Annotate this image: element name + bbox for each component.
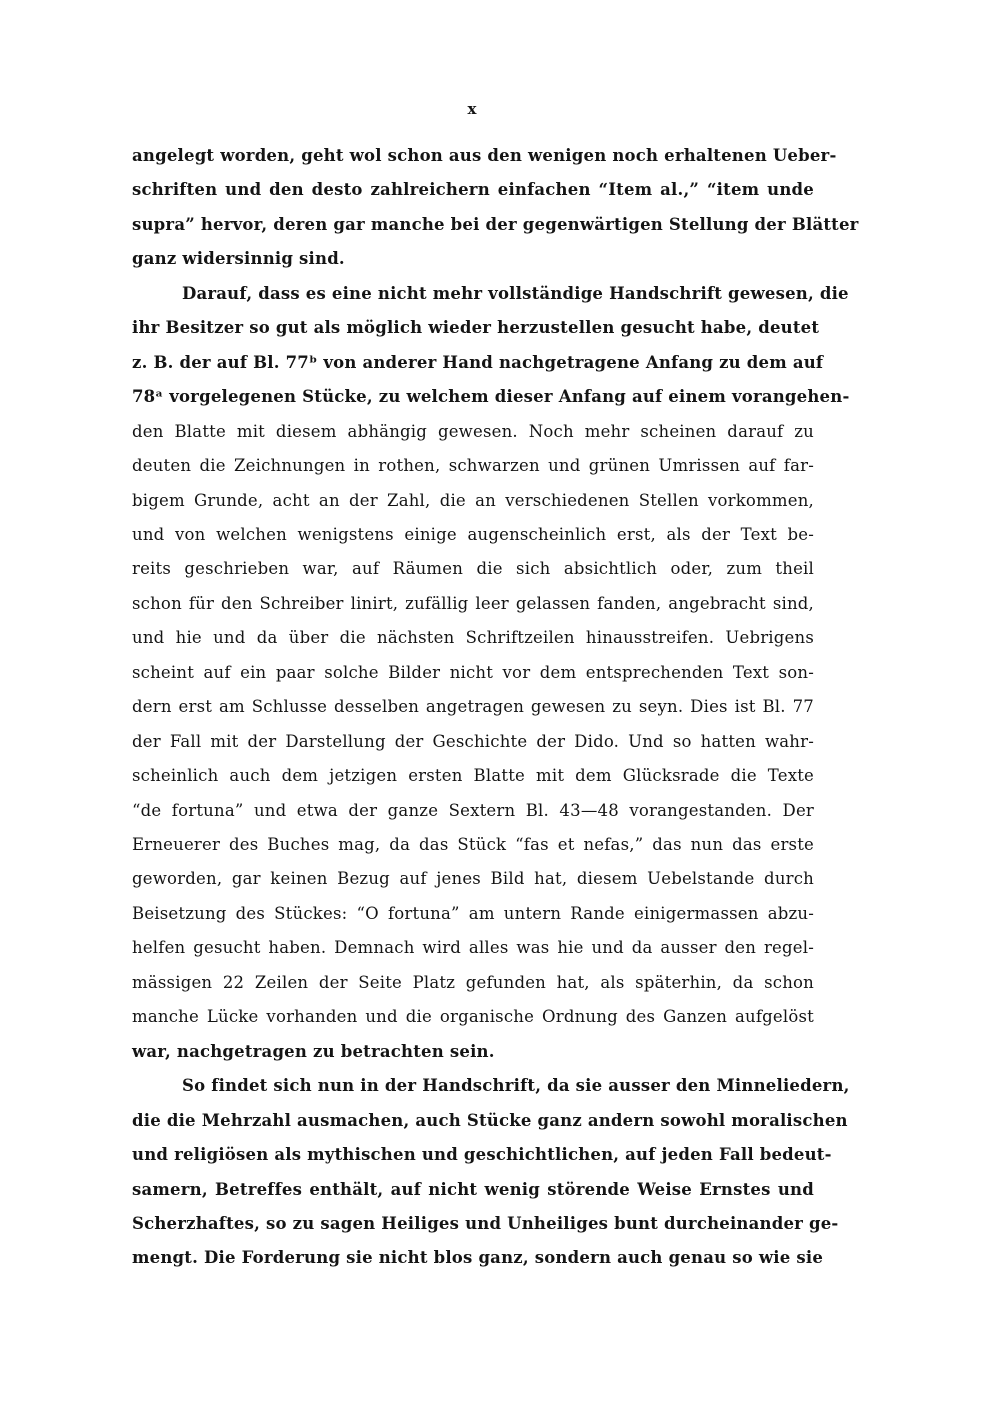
text-line: und hie und da über die nächsten Schriftzeilen hinausstreifen. Uebrigens [132,628,814,648]
text-line: 78ᵃ vorgelegenen Stücke, zu welchem dieser Anfang auf einem vorangehen- [132,387,850,407]
text-line: manche Lücke vorhanden und die organische Ordnung des Ganzen aufgelöst [132,1007,814,1027]
page-number: x [467,100,477,118]
text-line: Beisetzung des Stückes: “O fortuna” am untern Rande einigermassen abzu- [132,903,814,923]
text-line: ganz widersinnig sind. [132,249,345,269]
text-line: samern, Betreffes enthält, auf nicht wenig störende Weise Ernstes und [132,1179,814,1199]
text-line: den Blatte mit diesem abhängig gewesen. Noch mehr scheinen darauf zu [132,421,814,441]
text-line: helfen gesucht haben. Demnach wird alles was hie und da ausser den regel- [132,938,814,958]
text-line: geworden, gar keinen Bezug auf jenes Bild hat, diesem Uebelstande durch [132,869,814,889]
text-line: war, nachgetragen zu betrachten sein. [132,1041,495,1061]
text-line: die die Mehrzahl ausmachen, auch Stücke ganz andern sowohl moralischen [132,1110,848,1130]
text-line: schriften und den desto zahlreichern einfachen “Item al.,” “item unde [132,180,814,200]
text-line: Scherzhaftes, so zu sagen Heiliges und Unheiliges bunt durcheinander ge- [132,1213,839,1233]
text-line: “de fortuna” und etwa der ganze Sextern Bl. 43—48 vorangestanden. Der [132,800,814,820]
text-line: ihr Besitzer so gut als möglich wieder herzustellen gesucht habe, deutet [132,318,820,338]
text-line: bigem Grunde, acht an der Zahl, die an verschiedenen Stellen vorkommen, [132,490,814,510]
text-line: deuten die Zeichnungen in rothen, schwarzen und grünen Umrissen auf far- [132,456,814,476]
text-line: supra” hervor, deren gar manche bei der gegenwärtigen Stellung der Blätter [132,214,859,234]
text-line: reits geschrieben war, auf Räumen die sich absichtlich oder, zum theil [132,559,814,579]
text-line: Darauf, dass es eine nicht mehr vollständige Handschrift gewesen, die [182,283,849,303]
text-line: scheint auf ein paar solche Bilder nicht vor dem entsprechenden Text son- [132,662,814,682]
text-line: der Fall mit der Darstellung der Geschichte der Dido. Und so hatten wahr- [132,731,814,751]
text-line: So findet sich nun in der Handschrift, da sie ausser den Minneliedern, [182,1076,850,1096]
text-line: mengt. Die Forderung sie nicht blos ganz, sondern auch genau so wie sie [132,1248,824,1268]
text-line: schon für den Schreiber linirt, zufällig leer gelassen fanden, angebracht sind, [132,593,814,613]
text-line: z. B. der auf Bl. 77ᵇ von anderer Hand nachgetragene Anfang zu dem auf [132,352,824,372]
text-line: mässigen 22 Zeilen der Seite Platz gefunden hat, als späterhin, da schon [132,972,814,992]
text-line: scheinlich auch dem jetzigen ersten Blatte mit dem Glücksrade die Texte [132,766,814,786]
text-line: und religiösen als mythischen und geschichtlichen, auf jeden Fall bedeut- [132,1145,832,1165]
text-line: Erneuerer des Buches mag, da das Stück “fas et nefas,” das nun das erste [132,835,814,854]
text-line: dern erst am Schlusse desselben angetragen gewesen zu seyn. Dies ist Bl. 77 [132,697,814,717]
text-line: angelegt worden, geht wol schon aus den wenigen noch erhaltenen Ueber- [132,146,837,165]
text-line: und von welchen wenigstens einige augenscheinlich erst, als der Text be- [132,524,814,544]
